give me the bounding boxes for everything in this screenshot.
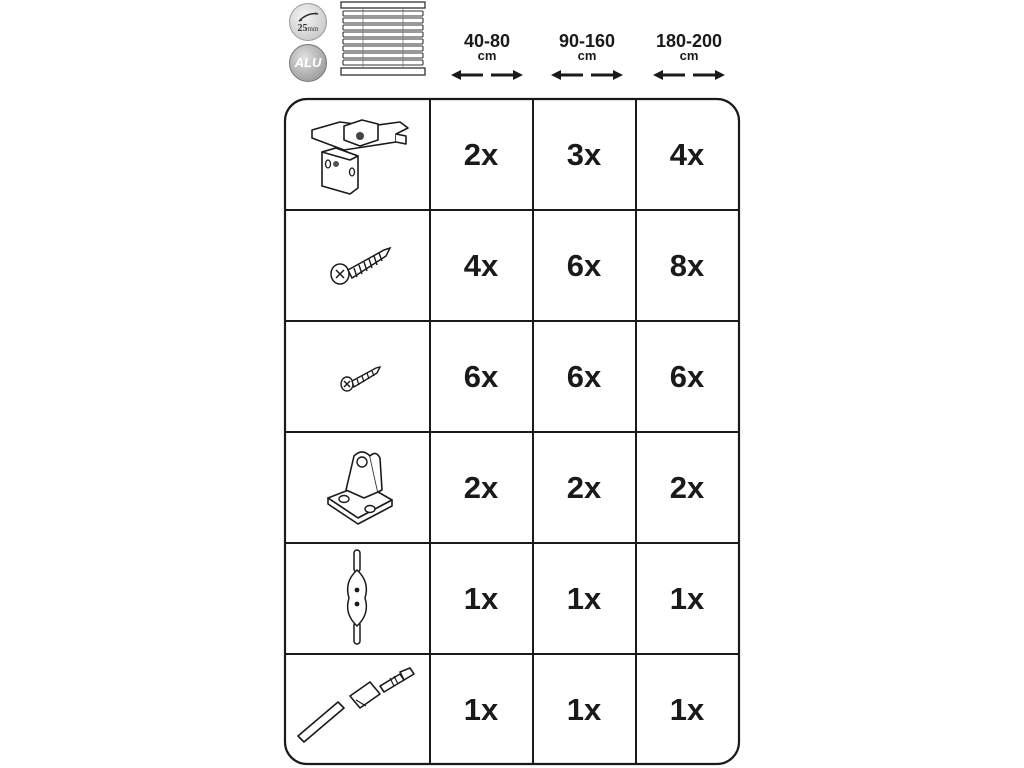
- column-range: 180-200: [655, 31, 723, 51]
- qty-hold-down-40-80: 2x: [463, 470, 499, 505]
- qty-small-screw-180-200: 6x: [669, 359, 705, 394]
- qty-wand-180-200: 1x: [669, 692, 705, 727]
- qty-connector-40-80: 1x: [463, 581, 499, 616]
- column-unit: cm: [577, 48, 597, 63]
- column-range: 90-160: [558, 31, 616, 51]
- large-screw-icon: [326, 238, 396, 290]
- column-unit: cm: [477, 48, 497, 63]
- qty-wand-90-160: 1x: [566, 692, 602, 727]
- qty-wand-40-80: 1x: [463, 692, 499, 727]
- hold-down-bracket-icon: [318, 446, 398, 530]
- qty-small-screw-40-80: 6x: [463, 359, 499, 394]
- qty-hold-down-180-200: 2x: [669, 470, 705, 505]
- tilt-wand-icon: [294, 664, 420, 748]
- slat-width-label: 25mm: [297, 23, 319, 34]
- cord-connector-icon: [340, 548, 374, 648]
- qty-large-screw-90-160: 6x: [566, 248, 602, 283]
- qty-large-screw-180-200: 8x: [669, 248, 705, 283]
- qty-small-screw-90-160: 6x: [566, 359, 602, 394]
- qty-hold-down-90-160: 2x: [566, 470, 602, 505]
- column-range: 40-80: [463, 31, 511, 51]
- qty-large-screw-40-80: 4x: [463, 248, 499, 283]
- qty-bracket-90-160: 3x: [566, 137, 602, 172]
- qty-bracket-180-200: 4x: [669, 137, 705, 172]
- qty-bracket-40-80: 2x: [463, 137, 499, 172]
- small-screw-icon: [338, 362, 384, 394]
- qty-connector-90-160: 1x: [566, 581, 602, 616]
- qty-connector-180-200: 1x: [669, 581, 705, 616]
- mounting-bracket-icon: [300, 112, 418, 200]
- aluminium-badge: ALU: [289, 44, 327, 82]
- column-unit: cm: [679, 48, 699, 63]
